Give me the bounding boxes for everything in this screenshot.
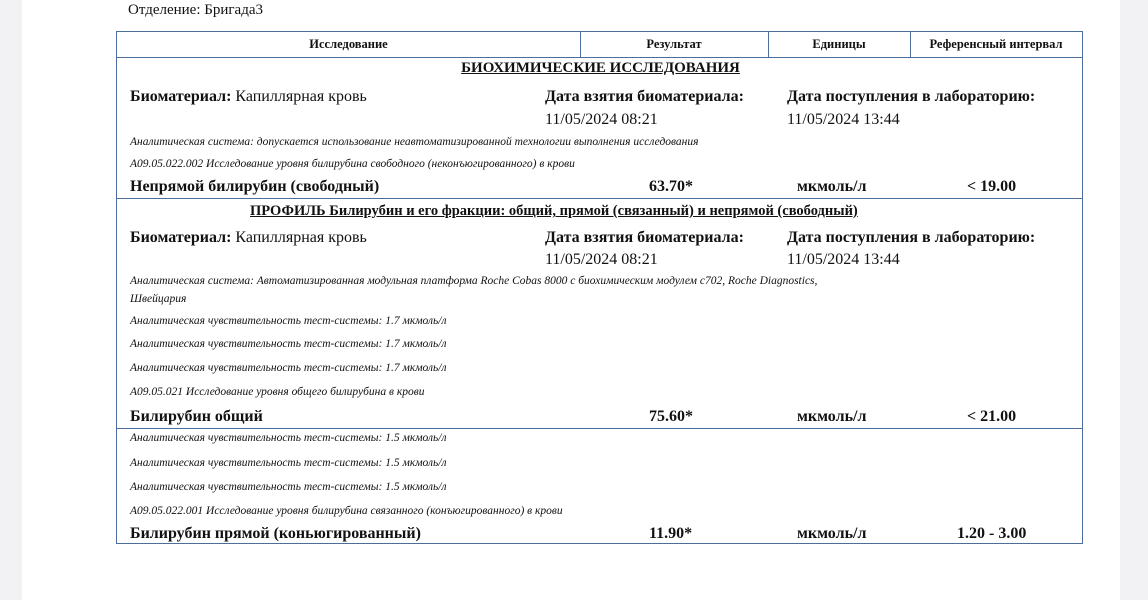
sensitivity-note: Аналитическая чувствительность тест-системы: 1.7 мкмоль/л	[130, 338, 447, 350]
test-reference: < 21.00	[967, 408, 1017, 425]
test-reference: 1.20 - 3.00	[957, 525, 1027, 542]
service-code-note: A09.05.022.002 Исследование уровня билирубина свободного (неконъюгированного) в крови	[130, 158, 575, 170]
biomaterial-value: Капиллярная кровь	[235, 229, 367, 246]
collect-date-value: 11/05/2024 08:21	[545, 251, 658, 268]
section-title-bilirubin-profile: ПРОФИЛЬ Билирубин и его фракции: общий, прямой (связанный) и непрямой (свободный)	[250, 203, 858, 219]
receive-date-value: 11/05/2024 13:44	[787, 111, 900, 128]
biomaterial-value: Капиллярная кровь	[235, 88, 367, 105]
col-header-result: Результат	[646, 37, 702, 51]
receive-date-label: Дата поступления в лабораторию:	[787, 229, 1036, 246]
biomaterial-row	[130, 88, 367, 106]
row-divider	[117, 428, 1082, 429]
test-units: мкмоль/л	[797, 178, 867, 195]
test-units: мкмоль/л	[797, 408, 867, 425]
col-divider	[910, 32, 911, 57]
test-result: 63.70*	[649, 178, 693, 195]
service-code-note: A09.05.022.001 Исследование уровня билирубина связанного (конъюгированного) в крови	[130, 505, 563, 517]
table-header	[117, 32, 1082, 58]
col-header-units: Единицы	[812, 37, 866, 51]
analytic-system-note-cont: Швейцария	[130, 293, 187, 305]
sensitivity-note: Аналитическая чувствительность тест-системы: 1.5 мкмоль/л	[130, 457, 447, 469]
collect-date-value: 11/05/2024 08:21	[545, 111, 658, 128]
department-label: Отделение: Бригада3	[128, 2, 263, 18]
row-divider	[117, 198, 1082, 199]
service-code-note: A09.05.021 Исследование уровня общего билирубина в крови	[130, 386, 425, 398]
results-table	[116, 31, 1083, 544]
test-name: Непрямой билирубин (свободный)	[130, 178, 380, 195]
analytic-system-note: Аналитическая система: допускается использование неавтоматизированной технологии выполнения исследования	[130, 136, 699, 148]
test-units: мкмоль/л	[797, 525, 867, 542]
section-title-biochem: БИОХИМИЧЕСКИЕ ИССЛЕДОВАНИЯ	[461, 60, 740, 76]
receive-date-value: 11/05/2024 13:44	[787, 251, 900, 268]
sensitivity-note: Аналитическая чувствительность тест-системы: 1.7 мкмоль/л	[130, 315, 447, 327]
sensitivity-note: Аналитическая чувствительность тест-системы: 1.5 мкмоль/л	[130, 432, 447, 444]
test-result: 75.60*	[649, 408, 693, 425]
col-header-study: Исследование	[309, 37, 388, 51]
test-name: Билирубин прямой (коньюгированный)	[130, 525, 421, 542]
report-page	[22, 0, 1120, 600]
col-divider	[580, 32, 581, 57]
test-result: 11.90*	[649, 525, 693, 542]
sensitivity-note: Аналитическая чувствительность тест-системы: 1.7 мкмоль/л	[130, 362, 447, 374]
col-header-reference: Референсный интервал	[929, 37, 1063, 51]
biomaterial-row	[130, 229, 367, 247]
analytic-system-note: Аналитическая система: Автоматизированная модульная платформа Roche Cobas 8000 с биохимическим модулем с702, Roche Diagnostics,	[130, 275, 818, 287]
sensitivity-note: Аналитическая чувствительность тест-системы: 1.5 мкмоль/л	[130, 481, 447, 493]
test-reference: < 19.00	[967, 178, 1017, 195]
biomaterial-label: Биоматериал:	[130, 229, 232, 246]
biomaterial-label: Биоматериал:	[130, 88, 232, 105]
collect-date-label: Дата взятия биоматериала:	[545, 88, 744, 105]
receive-date-label: Дата поступления в лабораторию:	[787, 88, 1036, 105]
collect-date-label: Дата взятия биоматериала:	[545, 229, 744, 246]
col-divider	[768, 32, 769, 57]
test-name: Билирубин общий	[130, 408, 263, 425]
